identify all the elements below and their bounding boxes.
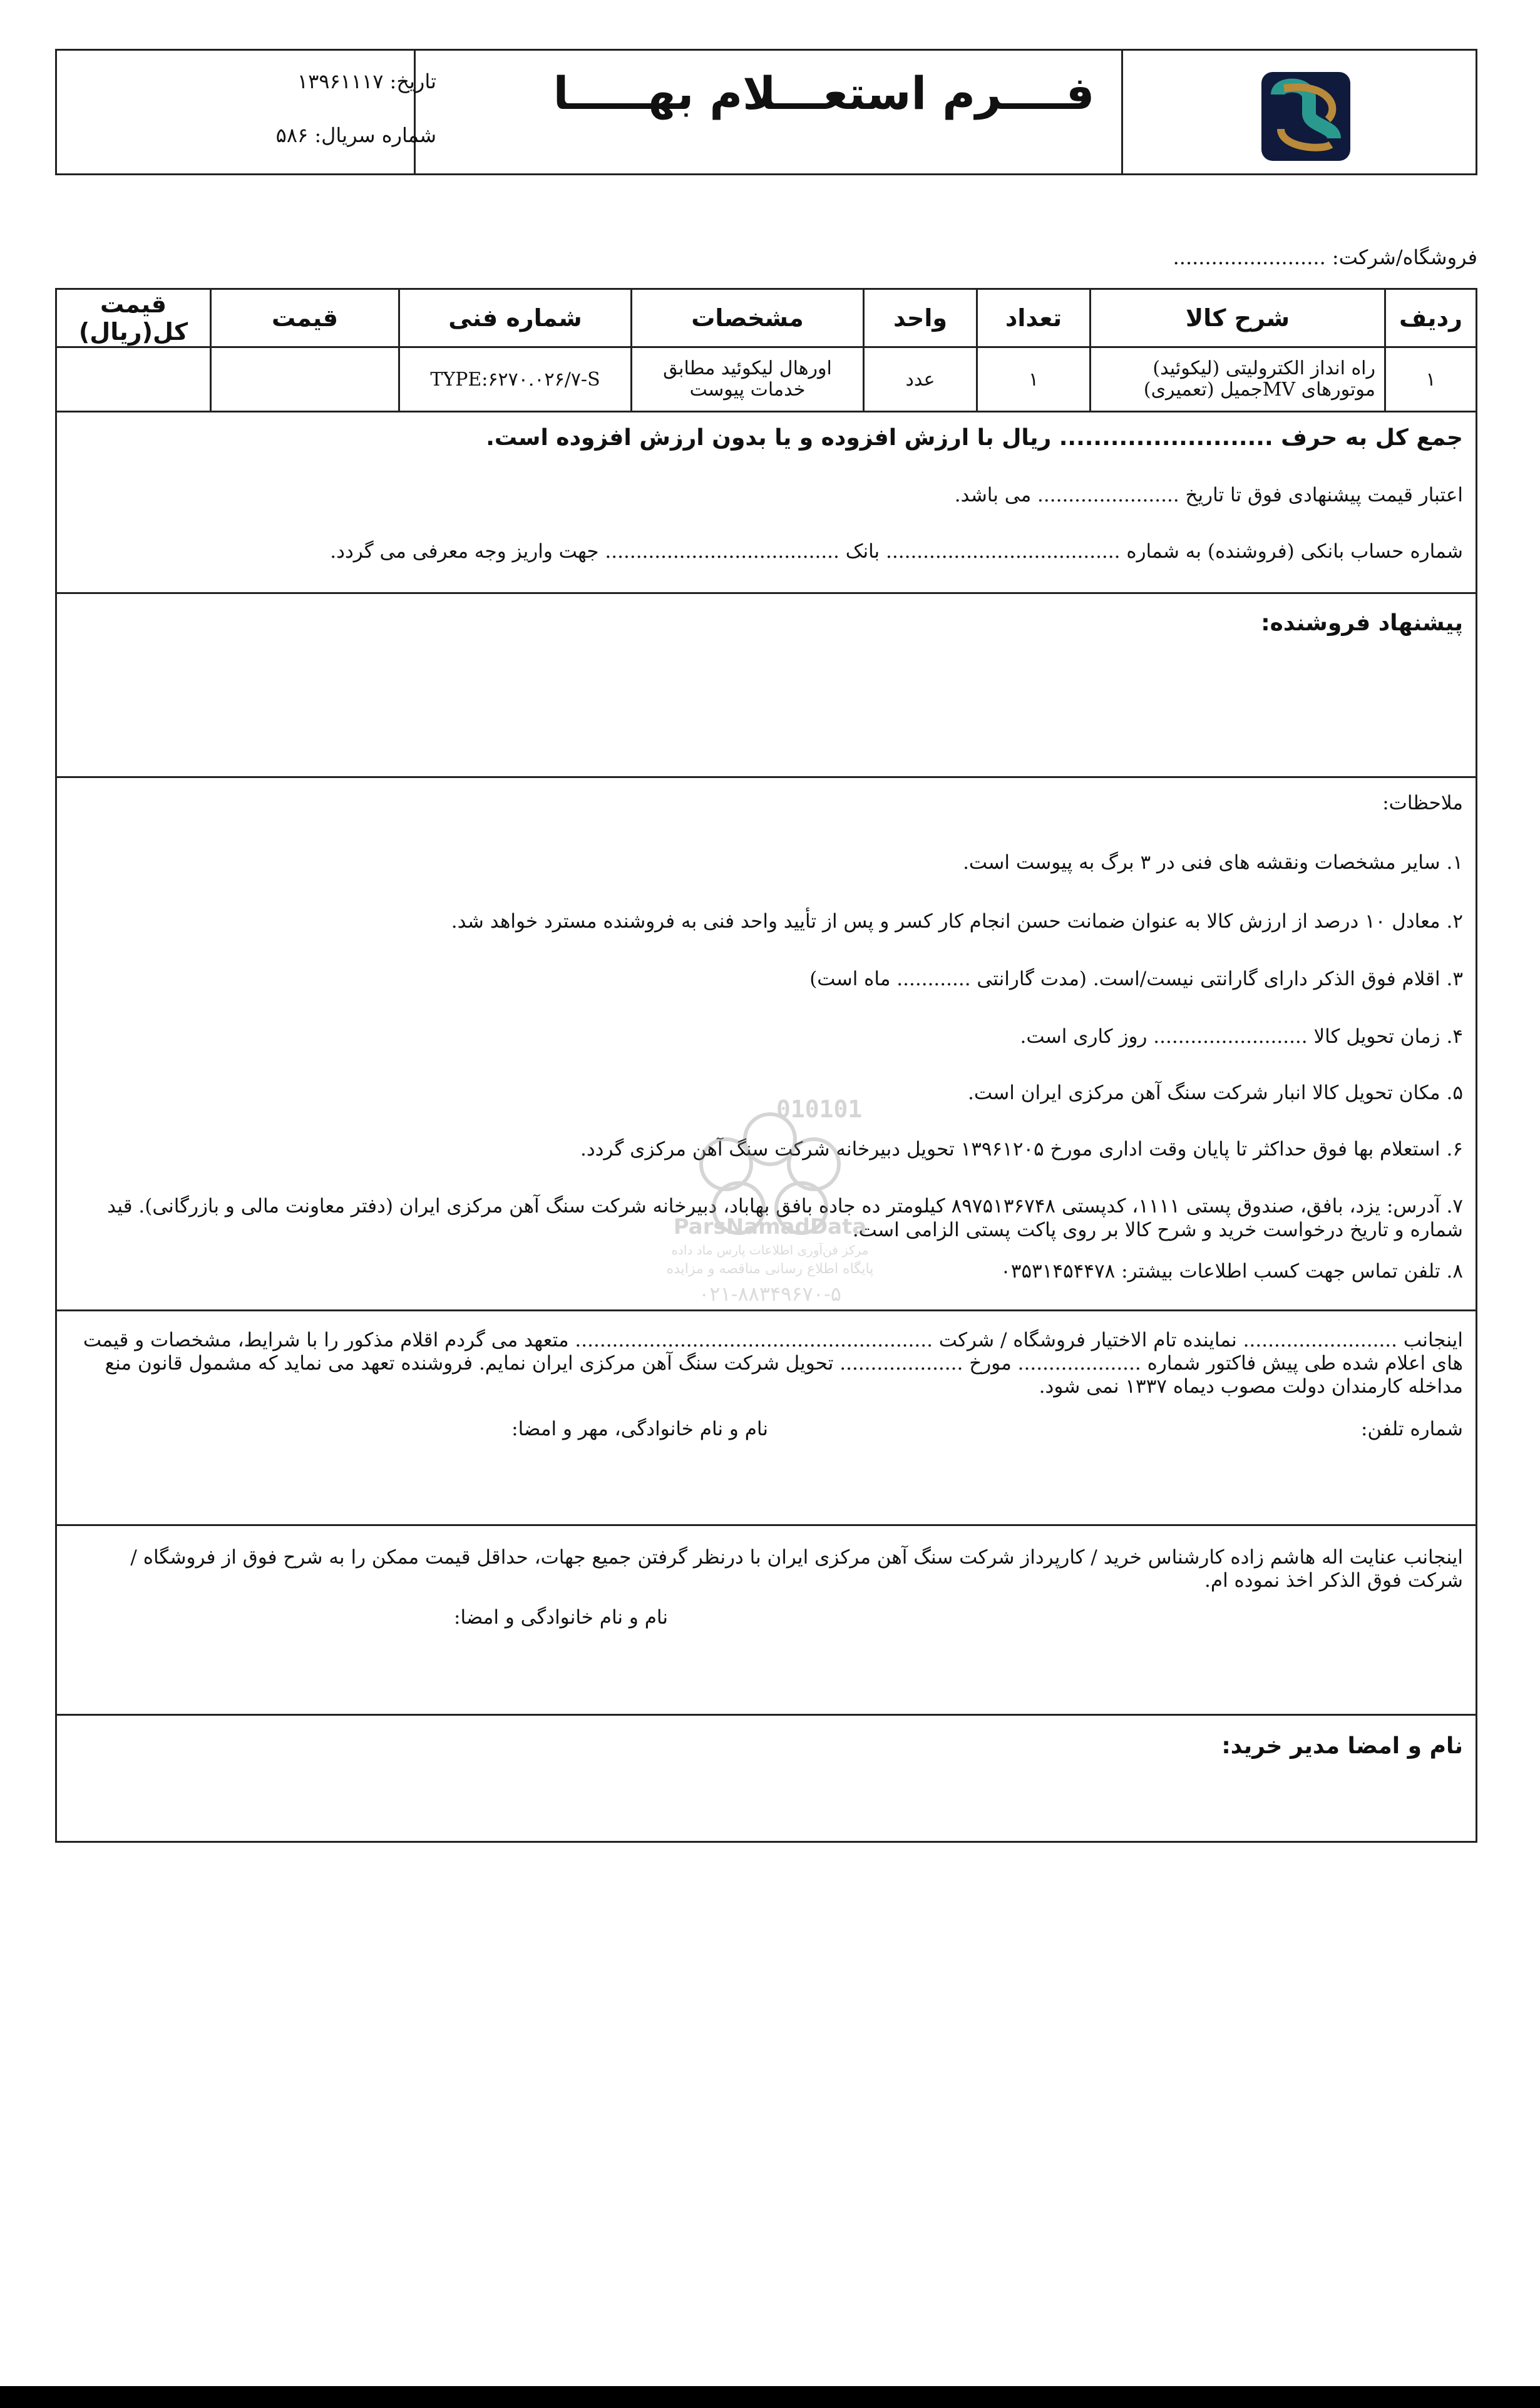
cell-tech: TYPE:۶۲۷۰.۰۲۶/۷-S xyxy=(399,347,632,412)
col-header-unit: واحد xyxy=(864,289,977,347)
watermark-digits: 010101 xyxy=(776,1095,863,1123)
header-box xyxy=(55,49,1477,175)
cell-unit: عدد xyxy=(864,347,977,412)
validity-line: اعتبار قیمت پیشنهادی فوق تا تاریخ ....................... می باشد. xyxy=(954,484,1463,506)
notes-label: ملاحظات: xyxy=(1382,792,1463,814)
watermark-line1: مرکز فن‌آوری اطلاعات پارس ماد داده xyxy=(671,1242,869,1258)
note-item: ۶. استعلام بها فوق حداکثر تا پایان وقت اداری مورخ ۱۳۹۶۱۲۰۵ تحویل دبیرخانه شرکت سنگ آهن مرکزی گردد. xyxy=(580,1138,1463,1160)
note-item: ۷. آدرس: یزد، بافق، صندوق پستی ۱۱۱۱، کدپستی ۸۹۷۵۱۳۶۷۴۸ کیلومتر ده جاده بافق بهاباد، دبیرخانه شرکت سنگ آهن مرکزی ایران (دفتر معاونت مالی و بازرگانی). قید شماره و تاریخ درخواست خرید و شرح کالا بر روی پاکت پستی الزامی است. xyxy=(107,1195,1463,1241)
cell-spec: اورهال لیکوئید مطابق خدمات پیوست xyxy=(632,347,864,412)
note-item: ۱. سایر مشخصات ونقشه های فنی در ۳ برگ به پیوست است. xyxy=(963,851,1463,874)
col-header-total: قیمت کل(ریال) xyxy=(56,289,211,347)
bank-line: شماره حساب بانکی (فروشنده) به شماره ...................................... بانک ...................................... جهت واریز وجه معرفی می گردد. xyxy=(330,540,1463,563)
watermark xyxy=(651,1089,889,1327)
total-in-words: جمع کل به حرف ......................... ریال با ارزش افزوده و یا بدون ارزش افزوده است. xyxy=(486,425,1463,451)
expert-section xyxy=(55,1526,1477,1716)
table-header-row xyxy=(56,289,1477,347)
watermark-brand: ParsNamadData xyxy=(673,1214,867,1239)
cell-desc: راه انداز الکترولیتی (لیکوئید) موتورهای MVجمیل (تعمیری) xyxy=(1091,347,1385,412)
commitment-text: اینجانب ......................... نماینده تام الاختیار فروشگاه / شرکت .......................................................... متعهد می گردم اقلام مذکور را با شرایط، مشخصات و قیمت های اعلام شده طی پیش فاکتور شماره .................... مورخ .................... تحویل شرکت سنگ آهن مرکزی ایران نمایم. فروشنده تعهد می نماید که مشمول قانون منع مداخله کارمندان دولت مصوب دیماه ۱۳۳۷ نمی شود. xyxy=(83,1329,1463,1398)
expert-sign-label: نام و نام خانوادگی و امضا: xyxy=(454,1606,668,1629)
col-header-spec: مشخصات xyxy=(632,289,864,347)
items-table xyxy=(55,288,1477,412)
note-item: ۳. اقلام فوق الذکر دارای گارانتی نیست/است. (مدت گارانتی ............ ماه است) xyxy=(809,968,1463,990)
seller-offer-section xyxy=(55,594,1477,778)
commitment-section xyxy=(55,1311,1477,1526)
watermark-line2: پایگاه اطلاع رسانی مناقصه و مزایده xyxy=(666,1261,874,1277)
summary-section xyxy=(55,409,1477,594)
cell-total xyxy=(56,347,211,412)
bottom-bar xyxy=(0,2386,1540,2408)
col-header-price: قیمت xyxy=(211,289,399,347)
note-item: ۴. زمان تحویل کالا ......................... روز کاری است. xyxy=(1020,1025,1463,1048)
cell-row: ۱ xyxy=(1385,347,1477,412)
table-row xyxy=(56,347,1477,412)
shop-line: فروشگاه/شرکت: ........................ xyxy=(1173,245,1477,269)
note-item: ۸. تلفن تماس جهت کسب اطلاعات بیشتر: ۰۳۵۳۱۴۵۴۴۷۸ xyxy=(1000,1260,1463,1283)
date-label: تاریخ: ۱۳۹۶۱۱۱۷ xyxy=(297,69,436,93)
note-item: ۲. معادل ۱۰ درصد از ارزش کالا به عنوان ضمانت حسن انجام کار کسر و پس از تأیید واحد فنی به فروشنده مسترد خواهد شد. xyxy=(451,910,1463,933)
seller-offer-label: پیشنهاد فروشنده: xyxy=(1261,610,1463,636)
phone-label: شماره تلفن: xyxy=(1360,1418,1463,1440)
col-header-desc: شرح کالا xyxy=(1091,289,1385,347)
page-title: فــــرم استعـــلام بهـــــا xyxy=(553,67,1095,120)
company-logo xyxy=(1259,69,1353,163)
watermark-phone: ۰۲۱-۸۸۳۴۹۶۷۰-۵ xyxy=(699,1282,841,1306)
manager-sign-label: نام و امضا مدیر خرید: xyxy=(1221,1733,1463,1759)
col-header-row: ردیف xyxy=(1385,289,1477,347)
serial-label: شماره سریال: ۵۸۶ xyxy=(275,123,436,147)
note-item: ۵. مکان تحویل کالا انبار شرکت سنگ آهن مرکزی ایران است. xyxy=(968,1082,1463,1104)
cell-qty: ۱ xyxy=(977,347,1091,412)
col-header-qty: تعداد xyxy=(977,289,1091,347)
seller-sign-label: نام و نام خانوادگی، مهر و امضا: xyxy=(511,1418,768,1440)
col-header-tech: شماره فنی xyxy=(399,289,632,347)
cell-price xyxy=(211,347,399,412)
expert-text: اینجانب عنایت اله هاشم زاده کارشناس خرید / کارپرداز شرکت سنگ آهن مرکزی ایران با درنظر گرفتن جمیع جهات، حداقل قیمت ممکن را به شرح فوق از فروشگاه / شرکت فوق الذکر اخذ نموده ام. xyxy=(130,1546,1463,1592)
manager-section xyxy=(55,1716,1477,1843)
